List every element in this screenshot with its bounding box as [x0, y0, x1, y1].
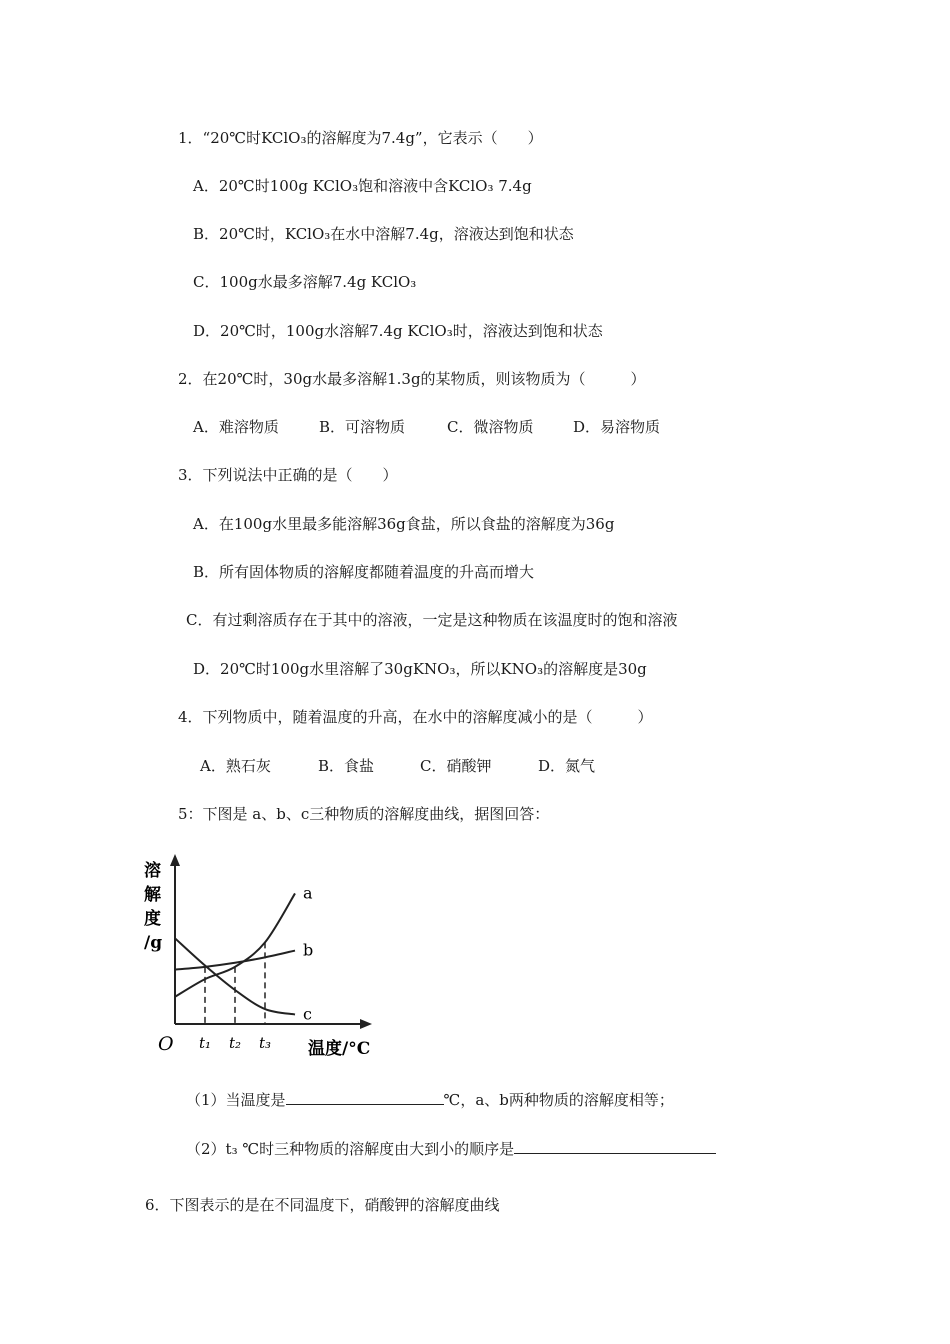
- y-axis-arrow: [170, 854, 180, 866]
- q2-stem: 2．在20℃时，30g水最多溶解1.3g的某物质，则该物质为（ ）: [178, 370, 646, 388]
- q4-option-a: A．熟石灰: [200, 757, 271, 775]
- series-label-a: a: [303, 883, 313, 903]
- q4-option-c: C．硝酸钾: [420, 757, 492, 775]
- y-label-char-0: 溶: [144, 861, 161, 881]
- q2-option-d: D．易溶物质: [573, 418, 661, 436]
- q5-sub1-suffix: ℃，a、b两种物质的溶解度相等；: [443, 1091, 674, 1109]
- series-label-b: b: [303, 940, 314, 960]
- q3-stem: 3．下列说法中正确的是（ ）: [178, 466, 398, 484]
- q1-option-d: D．20℃时，100g水溶解7.4g KClO₃时，溶液达到饱和状态: [193, 322, 603, 340]
- y-label-char-1: 解: [144, 885, 161, 905]
- chart-axes: [170, 854, 372, 1029]
- q5-sub1-prefix: （1）当温度是: [186, 1091, 286, 1109]
- q1-option-c: C．100g水最多溶解7.4g KClO₃: [193, 273, 417, 291]
- q1-option-a: A．20℃时100g KClO₃饱和溶液中含KClO₃ 7.4g: [193, 177, 532, 195]
- q4-option-b: B．食盐: [318, 757, 375, 775]
- q4-options: [200, 756, 595, 776]
- chart-curves: [175, 893, 295, 1014]
- q2-option-c: C．微溶物质: [447, 418, 534, 436]
- q1-option-b: B．20℃时，KClO₃在水中溶解7.4g，溶液达到饱和状态: [193, 225, 574, 243]
- q2-option-b: B．可溶物质: [319, 418, 406, 436]
- x-tick-t1: t₁: [199, 1034, 212, 1052]
- series-label-c: c: [303, 1004, 312, 1024]
- q2-options: [193, 417, 660, 437]
- q5-sub2-answer-blank[interactable]: [514, 1139, 716, 1154]
- q2-option-a: A．难溶物质: [193, 418, 279, 436]
- q5-sub2: [186, 1139, 716, 1159]
- q3-option-c: C．有过剩溶质存在于其中的溶液，一定是这种物质在该温度时的饱和溶液: [186, 611, 678, 629]
- x-axis-label: 温度/°C: [308, 1039, 371, 1059]
- q4-option-d: D．氮气: [538, 757, 596, 775]
- q5-sub2-prefix: （2）t₃ ℃时三种物质的溶解度由大到小的顺序是: [186, 1140, 515, 1158]
- x-tick-t2: t₂: [229, 1034, 242, 1052]
- x-tick-t3: t₃: [259, 1034, 272, 1052]
- q4-stem: 4．下列物质中，随着温度的升高，在水中的溶解度减小的是（ ）: [178, 708, 653, 726]
- curve-c: [175, 938, 295, 1014]
- q5-stem: 5：下图是 a、b、c三种物质的溶解度曲线，据图回答：: [178, 805, 550, 823]
- y-label-char-3: /g: [144, 933, 163, 953]
- x-axis-arrow: [360, 1019, 372, 1029]
- q3-option-a: A．在100g水里最多能溶解36g食盐，所以食盐的溶解度为36g: [193, 515, 615, 533]
- q1-stem: 1．“20℃时KClO₃的溶解度为7.4g”，它表示（ ）: [178, 129, 543, 147]
- q6-stem: 6．下图表示的是在不同温度下，硝酸钾的溶解度曲线: [145, 1196, 500, 1214]
- q5-sub1-answer-blank[interactable]: [286, 1090, 444, 1105]
- solubility-chart: [140, 848, 390, 1063]
- chart-guide-lines: [205, 942, 265, 1024]
- q3-option-d: D．20℃时100g水里溶解了30gKNO₃，所以KNO₃的溶解度是30g: [193, 660, 647, 678]
- q5-sub1: [186, 1090, 674, 1110]
- q3-option-b: B．所有固体物质的溶解度都随着温度的升高而增大: [193, 563, 535, 581]
- origin-label: O: [158, 1033, 174, 1055]
- y-label-char-2: 度: [144, 909, 161, 929]
